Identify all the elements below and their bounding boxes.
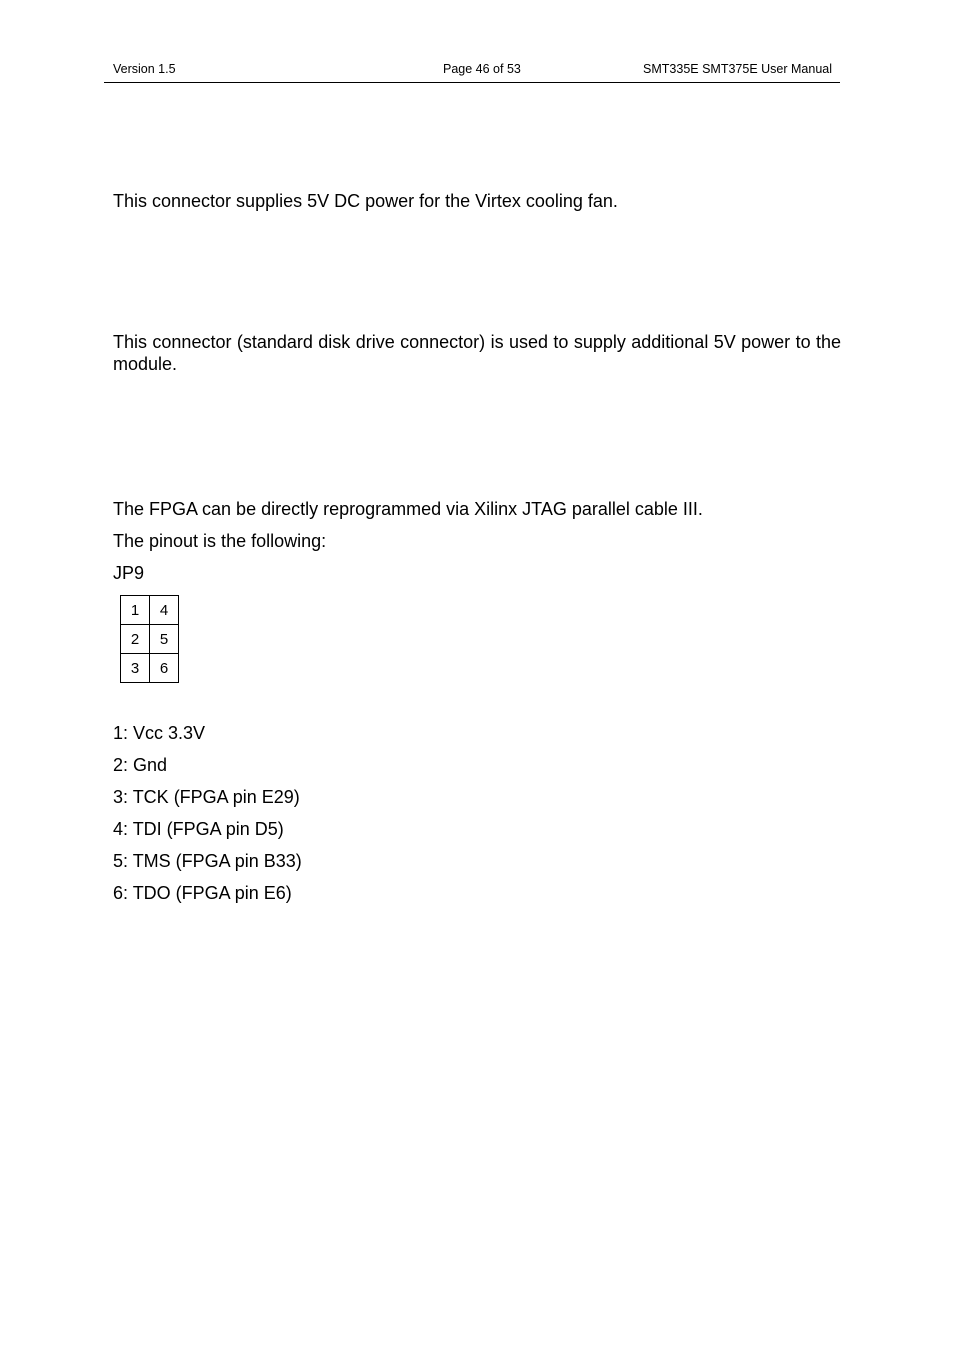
pin-description: 2: Gnd (113, 755, 168, 775)
pin-cell: 2 (121, 625, 150, 654)
document-version: Version 1.5 (113, 62, 176, 76)
pin-cell: 6 (150, 654, 179, 683)
page-number: Page 46 of 53 (443, 62, 521, 76)
pinout-grid-row (121, 654, 179, 683)
pin-cell: 3 (121, 654, 150, 683)
jumper-label: JP9 (113, 563, 145, 583)
pin-description: 1: Vcc 3.3V (113, 723, 206, 743)
pinout-grid-row (121, 596, 179, 625)
pin-description: 5: TMS (FPGA pin B33) (113, 851, 302, 871)
fan-connector-description: This connector supplies 5V DC power for the Virtex cooling fan. (113, 191, 618, 211)
pin-description: 6: TDO (FPGA pin E6) (113, 883, 292, 903)
pin-cell: 5 (150, 625, 179, 654)
pinout-grid (120, 595, 179, 683)
manual-title: SMT335E SMT375E User Manual (643, 62, 832, 76)
jtag-description: The FPGA can be directly reprogrammed via Xilinx JTAG parallel cable III. (113, 499, 703, 519)
pinout-intro: The pinout is the following: (113, 531, 327, 551)
pin-description: 3: TCK (FPGA pin E29) (113, 787, 300, 807)
pin-cell: 1 (121, 596, 150, 625)
page-header (104, 62, 840, 83)
pin-description-list (113, 722, 302, 914)
pin-description: 4: TDI (FPGA pin D5) (113, 819, 284, 839)
power-connector-description: This connector (standard disk drive connector) is used to supply additional 5V power to the module. (113, 332, 841, 374)
pinout-grid-row (121, 625, 179, 654)
pin-cell: 4 (150, 596, 179, 625)
